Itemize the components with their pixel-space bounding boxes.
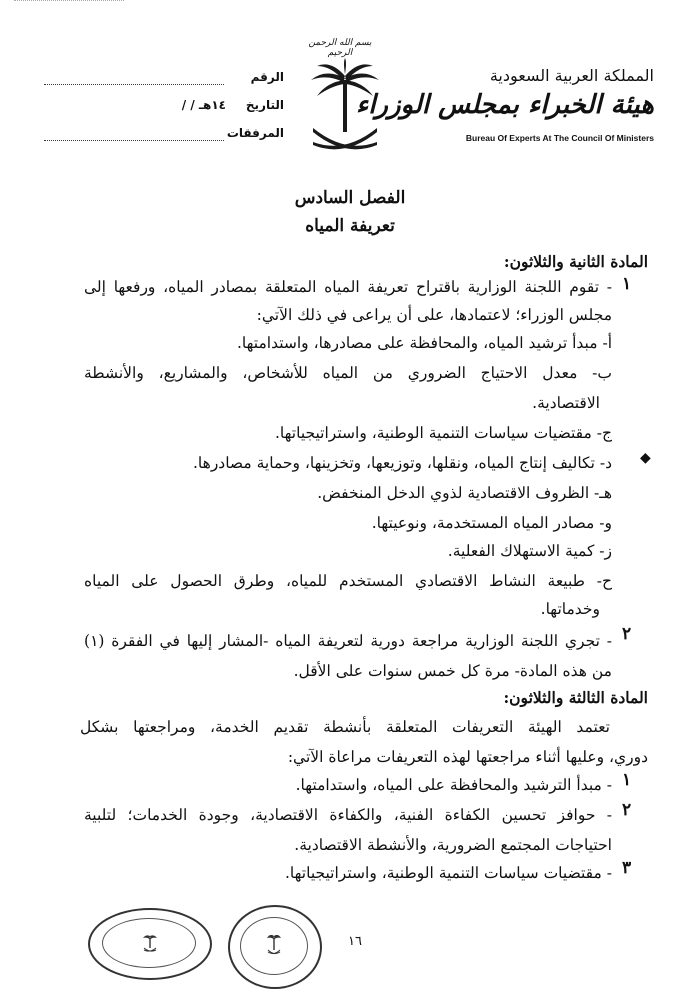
bureau-title-english: Bureau Of Experts At The Council Of Ministers xyxy=(465,133,654,143)
article-33-heading: المادة الثالثة والثلاثون: xyxy=(503,688,648,707)
paragraph-1-number: ١ xyxy=(622,274,632,294)
page-number: ١٦ xyxy=(348,934,362,949)
item-h-line-2: وخدماتها. xyxy=(540,600,600,618)
kingdom-title: المملكة العربية السعودية xyxy=(489,66,654,85)
article-33-intro-line-1: تعتمد الهيئة التعريفات المتعلقة بأنشطة تقديم الخدمة، ومراجعتها بشكل xyxy=(80,718,610,736)
paragraph-1-line-1: - تقوم اللجنة الوزارية باقتراح تعريفة المياه المتعلقة بمصادر المياه، ورفعها إلى xyxy=(84,278,612,296)
date-label: التاريخ xyxy=(245,98,284,112)
item-c: ج- مقتضيات سياسات التنمية الوطنية، واستراتيجياتها. xyxy=(274,424,612,442)
item-a: أ- مبدأ ترشيد المياه، والمحافظة على مصادرها، واستدامتها. xyxy=(237,334,612,352)
item-h-line-1: ح- طبيعة النشاط الاقتصادي المستخدم للمياه، وطرق الحصول على المياه xyxy=(84,572,612,590)
article-33-item-2-line-1: - حوافز تحسين الكفاءة الفنية، والكفاءة الاقتصادية، وجودة الخدمات؛ لتلبية xyxy=(84,806,612,824)
paragraph-2-number: ٢ xyxy=(622,624,632,644)
item-g: ز- كمية الاستهلاك الفعلية. xyxy=(447,542,612,560)
chapter-title: تعريفة المياه xyxy=(305,216,395,236)
paragraph-2-line-1: - تجري اللجنة الوزارية مراجعة دورية لتعريفة المياه -المشار إليها في الفقرة (١) xyxy=(84,632,612,650)
bullet-mark-icon: ◆ xyxy=(640,450,651,466)
item-d: د- تكاليف إنتاج المياه، ونقلها، وتوزيعها، وتخزينها، وحماية مصادرها. xyxy=(193,454,612,472)
article-33-intro-line-2: دوري، وعليها أثناء مراجعتها لهذه التعريفات مراعاة الآتي: xyxy=(287,748,648,766)
seal-palm-icon xyxy=(266,933,282,957)
item-2-number: ٢ xyxy=(622,800,632,820)
item-1-number: ١ xyxy=(622,770,632,790)
item-3-number: ٣ xyxy=(622,858,632,878)
item-b-line-2: الاقتصادية. xyxy=(532,394,600,412)
chapter-heading: الفصل السادس xyxy=(294,188,406,208)
bureau-title-arabic: هيئة الخبراء بمجلس الوزراء xyxy=(355,90,654,120)
official-seal-icon xyxy=(88,908,212,980)
item-e: هـ- الظروف الاقتصادية لذوي الدخل المنخفض. xyxy=(317,484,612,502)
article-33-item-2-line-2: احتياجات المجتمع الضرورية، والأنشطة الاقتصادية. xyxy=(294,836,612,854)
attachments-label: المرفقات xyxy=(226,126,284,140)
basmala: بسم الله الرحمن الرحيم xyxy=(308,38,372,58)
article-33-item-1: - مبدأ الترشيد والمحافظة على المياه، واستدامتها. xyxy=(295,776,612,794)
paragraph-2-line-2: من هذه المادة- مرة كل خمس سنوات على الأقل. xyxy=(293,662,612,680)
article-33-item-3: - مقتضيات سياسات التنمية الوطنية، واستراتيجياتها. xyxy=(284,864,612,882)
bureau-seal-icon xyxy=(228,905,322,989)
item-b-line-1: ب- معدل الاحتياج الضروري من المياه للأشخاص، والمشاريع، والأنشطة xyxy=(84,364,612,382)
paragraph-1-line-2: مجلس الوزراء؛ لاعتمادها، على أن يراعى في ذلك الآتي: xyxy=(256,306,612,324)
scan-mark xyxy=(14,0,124,4)
seal-palm-icon xyxy=(142,934,158,954)
item-f: و- مصادر المياه المستخدمة، ونوعيتها. xyxy=(371,514,612,532)
article-32-heading: المادة الثانية والثلاثون: xyxy=(503,252,648,271)
number-label: الرقم xyxy=(250,70,284,84)
date-value: / / ١٤هـ xyxy=(181,98,226,112)
